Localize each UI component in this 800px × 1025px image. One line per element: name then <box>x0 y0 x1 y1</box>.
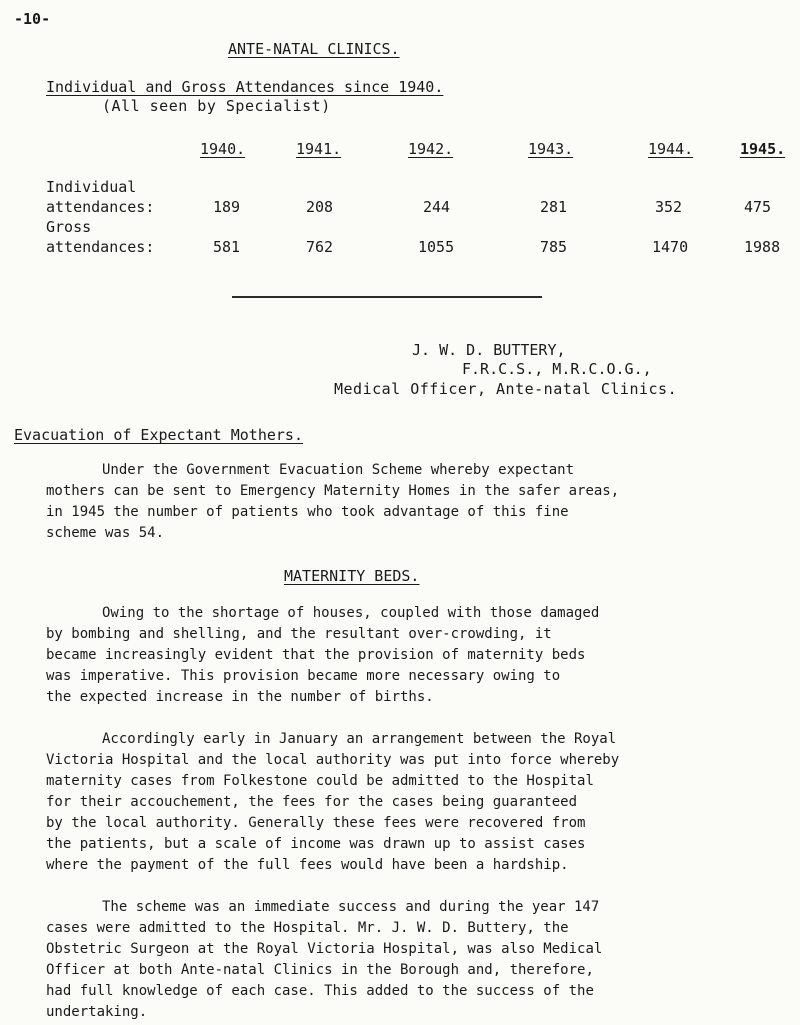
table-cell: 1470 <box>652 238 689 256</box>
row-label: attendances: <box>46 198 155 216</box>
paragraph-line: undertaking. <box>46 1004 148 1020</box>
table-cell: 244 <box>423 198 451 216</box>
paragraph-line: for their accouchement, the fees for the cases being guaranteed <box>46 794 578 810</box>
paragraph-line: maternity cases from Folkestone could be admitted to the Hospital <box>46 773 594 789</box>
row-label: attendances: <box>46 238 155 256</box>
year-header: 1942. <box>408 140 454 158</box>
paragraph-line: the patients, but a scale of income was drawn up to assist cases <box>46 836 586 852</box>
table-cell: 208 <box>306 198 334 216</box>
year-header: 1941. <box>296 140 342 158</box>
paragraph-line: Officer at both Ante-natal Clinics in the Borough and, therefore, <box>46 962 594 978</box>
table-cell: 281 <box>540 198 568 216</box>
paragraph-line: Victoria Hospital and the local authority was put into force whereby <box>46 752 620 768</box>
table-subheading: (All seen by Specialist) <box>102 97 331 115</box>
table-cell: 189 <box>213 198 241 216</box>
page-number: -10- <box>14 10 51 28</box>
table-cell: 581 <box>213 238 241 256</box>
table-cell: 352 <box>655 198 683 216</box>
row-label: Gross <box>46 218 92 236</box>
paragraph-line: by bombing and shelling, and the resultant over-crowding, it <box>46 626 552 642</box>
paragraph-line: had full knowledge of each case. This added to the success of the <box>46 983 594 999</box>
paragraph-line: cases were admitted to the Hospital. Mr. J. W. D. Buttery, the <box>46 920 569 936</box>
table-cell: 785 <box>540 238 568 256</box>
paragraph-line: by the local authority. Generally these fees were recovered from <box>46 815 586 831</box>
paragraph-line: where the payment of the full fees would have been a hardship. <box>46 857 569 873</box>
paragraph-line: Obstetric Surgeon at the Royal Victoria Hospital, was also Medical <box>46 941 603 957</box>
signature-name: J. W. D. BUTTERY, <box>412 341 566 359</box>
year-header: 1945. <box>740 140 786 158</box>
year-header: 1940. <box>200 140 246 158</box>
signature-title: Medical Officer, Ante-natal Clinics. <box>334 380 678 398</box>
section-title: ANTE-NATAL CLINICS. <box>228 40 400 58</box>
evacuation-line: mothers can be sent to Emergency Maternity Homes in the safer areas, <box>46 483 620 499</box>
paragraph-line: the expected increase in the number of births. <box>46 689 434 705</box>
evacuation-line: in 1945 the number of patients who took advantage of this fine <box>46 504 569 520</box>
year-header: 1943. <box>528 140 574 158</box>
maternity-beds-heading: MATERNITY BEDS. <box>284 567 420 585</box>
table-cell: 1988 <box>744 238 781 256</box>
paragraph-line: Accordingly early in January an arrangement between the Royal <box>102 731 617 747</box>
row-label: Individual <box>46 178 137 196</box>
paragraph-line: Owing to the shortage of houses, coupled with those damaged <box>102 605 600 621</box>
paragraph-line: The scheme was an immediate success and during the year 147 <box>102 899 600 915</box>
year-header: 1944. <box>648 140 694 158</box>
evacuation-line: Under the Government Evacuation Scheme whereby expectant <box>102 462 575 478</box>
table-cell: 1055 <box>418 238 455 256</box>
evacuation-heading: Evacuation of Expectant Mothers. <box>14 426 303 444</box>
divider-rule <box>232 296 542 298</box>
evacuation-line: scheme was 54. <box>46 525 165 541</box>
table-cell: 762 <box>306 238 334 256</box>
table-cell: 475 <box>744 198 772 216</box>
paragraph-line: was imperative. This provision became more necessary owing to <box>46 668 561 684</box>
paragraph-line: became increasingly evident that the provision of maternity beds <box>46 647 586 663</box>
table-heading: Individual and Gross Attendances since 1940. <box>46 78 444 96</box>
signature-qualifications: F.R.C.S., M.R.C.O.G., <box>462 360 652 378</box>
